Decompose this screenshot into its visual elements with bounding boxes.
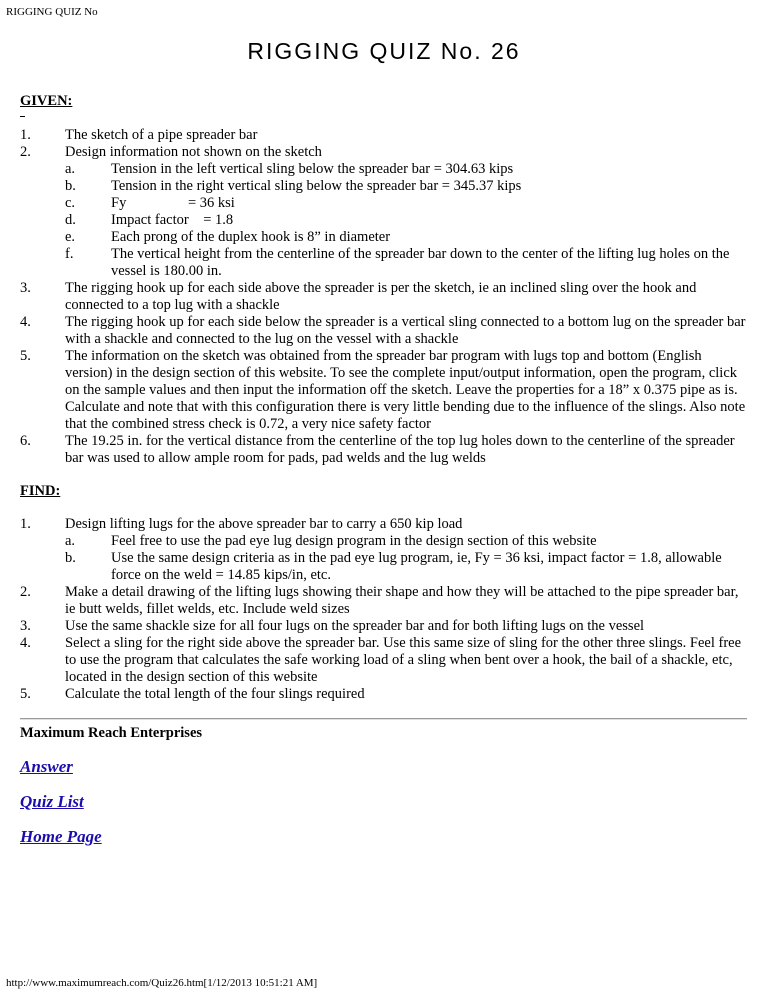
- given-item: [0, 280, 768, 314]
- subitem-text: Use the same design criteria as in the pad eye lug program, ie, Fy = 36 ksi, impact factor = 1.8, allowable force on the weld = 14.85 kips/in, etc.: [111, 550, 722, 583]
- given-list: [0, 127, 768, 467]
- item-number: 5.: [20, 686, 31, 702]
- given-subitem: [0, 195, 768, 212]
- find-subitem: [0, 533, 768, 550]
- item-number: 2.: [20, 584, 31, 600]
- given-subitem: [0, 229, 768, 246]
- given-item: [0, 144, 768, 161]
- find-list: [0, 516, 768, 703]
- subitem-letter: d.: [65, 212, 76, 228]
- print-header: RIGGING QUIZ No: [6, 6, 98, 18]
- subitem-letter: b.: [65, 178, 76, 194]
- given-item: [0, 314, 768, 348]
- home-page-link[interactable]: Home Page: [20, 827, 102, 846]
- quiz-list-link[interactable]: Quiz List: [20, 792, 84, 811]
- find-item: [0, 618, 768, 635]
- item-number: 6.: [20, 433, 31, 449]
- company-name: Maximum Reach Enterprises: [20, 725, 203, 741]
- item-number: 4.: [20, 314, 31, 330]
- page-title: RIGGING QUIZ No. 26: [247, 38, 521, 64]
- item-number: 1.: [20, 127, 31, 143]
- subitem-letter: b.: [65, 550, 76, 566]
- given-item: [0, 348, 768, 433]
- find-item: [0, 635, 768, 686]
- subitem-text: Tension in the right vertical sling below the spreader bar = 345.37 kips: [111, 178, 522, 194]
- subitem-text: Fy = 36 ksi: [111, 195, 235, 211]
- item-text: The sketch of a pipe spreader bar: [65, 127, 258, 143]
- item-text: Select a sling for the right side above the spreader bar. Use this same size of sling for the other three slings. Feel free to use the program that calculates the safe working load of a sling when bent over a hook, the bail of a shackle, etc, located in the design section of this website: [65, 635, 742, 685]
- given-item: [0, 127, 768, 144]
- subitem-letter: c.: [65, 195, 76, 211]
- item-text: Make a detail drawing of the lifting lugs showing their shape and how they will be attached to the pipe spreader bar, ie butt welds, fillet welds, etc. Include weld sizes: [65, 584, 739, 617]
- item-number: 4.: [20, 635, 31, 651]
- find-item: [0, 516, 768, 533]
- item-text: The information on the sketch was obtained from the spreader bar program with lugs top and bottom (English version) in the design section of this website. To see the complete input/output information, open the program, click on the sample values and then input the information off the sketch. Leave the properties for a 18” x 0.375 pipe as is. Calculate and note that with this configuration there is very little bending due to the influence of the slings. Also note that the combined stress check is 0.72, a very nice safety factor: [65, 348, 746, 432]
- subitem-text: Tension in the left vertical sling below the spreader bar = 304.63 kips: [111, 161, 514, 177]
- item-text: The rigging hook up for each side above the spreader is per the sketch, ie an inclined sling over the hook and connected to a top lug with a shackle: [65, 280, 697, 313]
- item-text: Design information not shown on the sketch: [65, 144, 322, 160]
- horizontal-rule: [20, 718, 747, 720]
- subitem-text: Feel free to use the pad eye lug design program in the design section of this website: [111, 533, 597, 549]
- subitem-text: Impact factor = 1.8: [111, 212, 234, 228]
- find-item: [0, 584, 768, 618]
- item-text: Calculate the total length of the four slings required: [65, 686, 365, 702]
- item-number: 3.: [20, 280, 31, 296]
- given-subitem: [0, 178, 768, 195]
- item-text: The 19.25 in. for the vertical distance from the centerline of the top lug holes down to the centerline of the spreader bar was used to allow ample room for pads, pad welds and the lug welds: [65, 433, 735, 466]
- answer-link[interactable]: Answer: [20, 757, 73, 776]
- subitem-letter: a.: [65, 161, 76, 177]
- find-subitem: [0, 550, 768, 584]
- item-number: 1.: [20, 516, 31, 532]
- subitem-text: Each prong of the duplex hook is 8” in diameter: [111, 229, 391, 245]
- stray-dash: [20, 116, 25, 117]
- given-subitem: [0, 212, 768, 229]
- given-heading: GIVEN:: [20, 93, 73, 109]
- item-number: 5.: [20, 348, 31, 364]
- print-footer-url: http://www.maximumreach.com/Quiz26.htm[1/12/2013 10:51:21 AM]: [6, 977, 318, 989]
- item-number: 3.: [20, 618, 31, 634]
- find-heading: FIND:: [20, 483, 61, 499]
- item-number: 2.: [20, 144, 31, 160]
- given-subitem: [0, 161, 768, 178]
- given-subitem: [0, 246, 768, 280]
- item-text: Use the same shackle size for all four lugs on the spreader bar and for both lifting lugs on the vessel: [65, 618, 645, 634]
- subitem-letter: e.: [65, 229, 76, 245]
- item-text: The rigging hook up for each side below the spreader is a vertical sling connected to a bottom lug on the spreader bar with a shackle and connected to the lug on the vessel with a shackle: [65, 314, 746, 347]
- subitem-letter: f.: [65, 246, 74, 262]
- item-text: Design lifting lugs for the above spreader bar to carry a 650 kip load: [65, 516, 463, 532]
- given-item: [0, 433, 768, 467]
- subitem-text: The vertical height from the centerline of the spreader bar down to the center of the lifting lug holes on the vessel is 180.00 in.: [111, 246, 730, 279]
- subitem-letter: a.: [65, 533, 76, 549]
- find-item: [0, 686, 768, 703]
